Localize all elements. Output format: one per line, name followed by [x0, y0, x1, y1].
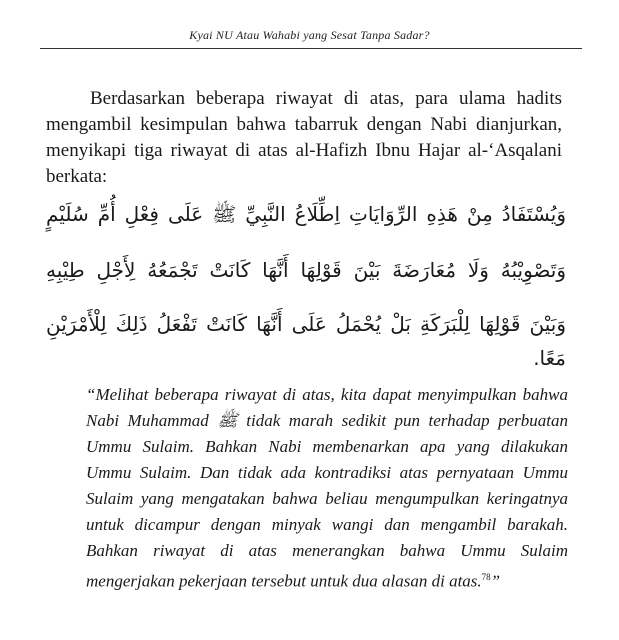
- arabic-line-2: وَتَصْوِيْبُهُ وَلَا مُعَارَضَةَ بَيْنَ قَوْلِهَا أَنَّهَا كَانَتْ تَجْمَعُهُ لِأَجْلِ طِيْبِهِ: [46, 258, 566, 282]
- arabic-line-3: وَبَيْنَ قَوْلِهَا لِلْبَرَكَةِ بَلْ يُحْمَلُ عَلَى أَنَّهَا كَانَتْ تَفْعَلُ ذَلِكَ لِلْأَمْرَيْنِ: [46, 312, 566, 336]
- intro-paragraph: [46, 86, 562, 190]
- quote-text: “Melihat beberapa riwayat di atas, kita dapat menyimpulkan bahwa Nabi Muhammad ﷺ tidak marah sedikit pun terhadap perbuatan Ummu Sulaim. Bahkan Nabi membenarkan apa yang dilakukan Ummu Sulaim. Dan tidak ada kontradiksi atas pernyataan Ummu Sulaim yang mengatakan bahwa beliau mengumpulkan keringatnya untuk dicampur dengan minyak wangi dan mengambil barakah. Bahkan riwayat di atas menerangkan bahwa Ummu Sulaim mengerjakan pekerjaan tersebut untuk dua alasan di atas.: [86, 385, 568, 591]
- intro-text: Berdasarkan beberapa riwayat di atas, para ulama hadits mengambil kesimpulan bahwa tabarruk dengan Nabi dianjurkan, menyikapi tiga riwayat di atas al-Hafizh Ibnu Hajar al-‘Asqalani berkata:: [46, 88, 562, 187]
- translation-quote: [86, 382, 568, 595]
- footnote-marker[interactable]: 78: [481, 572, 491, 582]
- arabic-line-1: وَيُسْتَفَادُ مِنْ هَذِهِ الرِّوَايَاتِ اِطِّلَاعُ النَّبِيِّ ﷺ عَلَى فِعْلِ أُمِّ سُلَيْمٍ: [46, 202, 566, 226]
- arabic-line-4: مَعًا.: [533, 346, 566, 370]
- running-header: Kyai NU Atau Wahabi yang Sesat Tanpa Sadar?: [189, 28, 430, 42]
- header-divider: [40, 48, 582, 49]
- quote-closing-mark: ”: [490, 571, 501, 591]
